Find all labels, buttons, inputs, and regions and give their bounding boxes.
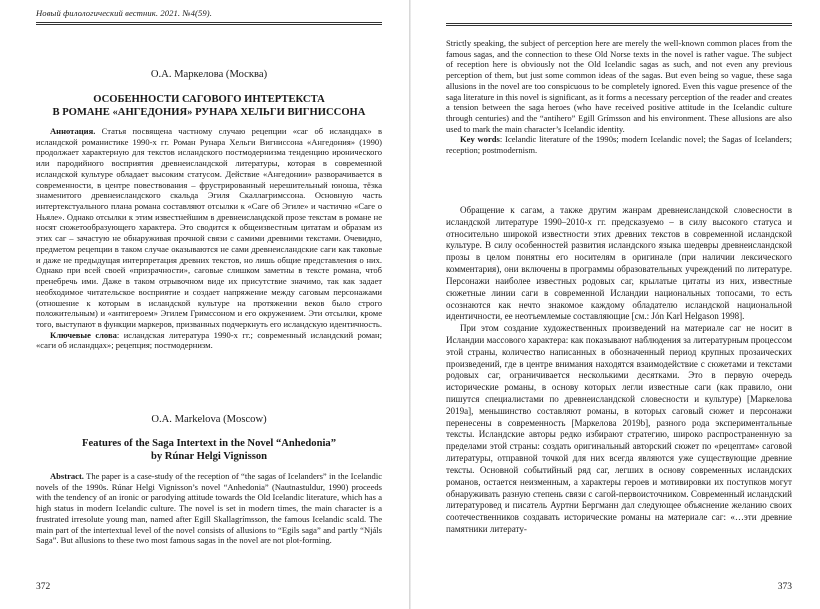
article-title-ru-line2: В РОМАНЕ «АНГЕДОНИЯ» РУНАРА ХЕЛЬГИ ВИГНИССОНА (52, 106, 366, 118)
abstract-en-continued (446, 38, 792, 156)
page-number-right: 373 (777, 582, 792, 592)
abstract-ru-text: Статья посвящена частному случаю рецепции «саг об исландцах» в исландской романистике 1990-х гг. Роман Рунара Хельги Вигниссона «Ангедония» (1990) продолжает характерную для текстов исландского постмодернизма тенденцию иронического или пародийного восприятия древнеисландской литературы, которая в современной исландской культуре обладает высоким статусом. Действие «Ангедонии» разворачивается в современности, в центре повествования – фрустрированный нерешительный юноша, тёзка знаменитого древнеисландского скальда Эгиля Скаллагримссона. Основную часть интертекстуального плана романа составляют отсылки к «Саге об Эгиле» и частично «Саге о Ньяле». Однако отсылки к этим известнейшим в древнеисландской прозе текстам в романе не носят сюжетообразующего характера. Это сводится к общеизвестным цитатам и образам из этих саг – зачастую не обнаруживая прочной связи с самими древними текстами. Очевидно, предметом рецепции в таком случае оказываются не сами древнеисландские саги как таковые и даже не предыдущая интерпретация древних текстов, но лишь общие представления о них. Однако при всей своей «призрачности», саговые слишком заметны в тексте романа, чтоб пренебречь ими. Даже в таком отрывочном виде их присутствие значимо, так как задает необходимое читательское восприятие и создает напряжение между саговым персонажами (отношение к которым в исландской культуре на протяжении веков было строго положительным) и «антигероем» Эгилем Гримссоном и его окружением. Эти отсылки, кроме того, выступают в функции маркеров, призванных подчеркнуть его исландскую идентичность. (36, 126, 382, 329)
author-ru: О.А. Маркелова (Москва) (150, 69, 268, 80)
header-rule-right (446, 23, 792, 24)
abstract-en (36, 471, 382, 546)
keywords-ru-text: : исландская литература 1990-х гг.; современный исландский роман; «саги об исландцах»; рецепция; постмодернизм. (36, 329, 382, 351)
abstract-en-block (36, 471, 382, 546)
article-title-ru-line1: ОСОБЕННОСТИ САГОВОГО ИНТЕРТЕКСТА (93, 94, 325, 105)
abstract-en-para2: Strictly speaking, the subject of perception here are merely the well-known common places from the famous sagas, and the connection to these Old Norse texts in the novel is rather vague. The subject of reception here is obviously not the Old Icelandic sagas as such, and not even any previous perception of them, but just some common ideas of the sagas. But even being so vague, these saga allusions in the novel are too conspicuous to be completely ignored. Even this vague presence of the saga literature in this novel is significant, as it forms a necessary perception of the reader and creates a tension between the saga heroes (who have received positive attitude in the Icelandic culture through centuries) and the “antihero” Egill Grímsson and his environment. These allusions are also used to mark the main character’s Icelandic identity. (446, 38, 792, 134)
keywords-ru-label: Ключевые слова (50, 329, 117, 340)
article-title-en-line2: by Rúnar Helgi Vignisson (150, 450, 268, 462)
article-title-en-line1: Features of the Saga Intertext in the Novel “Anhedonia” (81, 438, 337, 449)
abstract-en-label: Abstract. (50, 471, 84, 481)
keywords-en-text: : Icelandic literature of the 1990s; modern Icelandic novel; the Sagas of Icelanders; reception; postmodernism. (446, 134, 792, 156)
body-text (446, 205, 792, 536)
article-title-ru (36, 94, 382, 119)
abstract-ru-block (36, 126, 382, 351)
body-paragraph-2: При этом создание художественных произведений на материале саг не носит в Исландии массового характера: как показывают наблюдения за литературным процессом этой страны, количество написанных в обозначенный период крупных прозаических произведений, где в центре внимания находятся взаимодействие с сюжетами и текстами родовых саг, ограничивается несколькими десятками. Это в первую очередь исторические романы, в основу которых легли известные саги (как правило, они пишутся специалистами по древнеисландской словесности и культуре) [Маркелова 2019a], меньшинство составляют романы, в которых саговый сюжет и персонажи перенесены в современность [Маркелова 2019b], разного рода экспериментальные тексты. Исландские авторы редко избирают стратегию, широко распространенную за пределами этой страны: создать оригинальный авторский сюжет по «рецептам» саговой литературы, отправной точкой для них всегда являются уже существующие древние тексты. Основной событийный ряд саг, легших в основу современных исландских романов, остается неизменным, а характеры героев и мотивировки их поступков могут обнаруживать разную степень связи с сагой-первоисточником. Современный исландский литературовед и писатель Ауртни Бергманн дал следующее объяснение желанию своих соотечественников создавать исторические романы на материале саг: «…эти древние памятники литерату- (446, 323, 792, 534)
page-number-left: 372 (36, 582, 51, 592)
keywords-en-label: Key words (460, 134, 500, 145)
header-rule (36, 22, 382, 23)
abstract-ru (36, 126, 382, 330)
keywords-en (446, 134, 792, 155)
body-paragraph-1: Обращение к сагам, а также другим жанрам древнеисландской словесности в исландской литературе 1990–2010-х гг. предсказуемо – в силу высокого статуса и относительно широкой известности этих древних текстов в современной исландской культуре. В силу особенностей развития исландского языка шедевры древнеисландской прозы в целом понятны его носителям в оригинале (при наличии лексического комментария), они включены в программы образовательных учреждений по литературе. Персонажи наиболее известных родовых саг, крылатые цитаты из них, известные сюжетные линии саги в современной Исландии национальных топосами, то есть осознаются как нечто знакомое каждому обладателю исландской национальной идентичности, ее неотъемлемые составляющие [см.: Jón Karl Helgason 1998]. (446, 205, 792, 322)
right-page (410, 0, 820, 609)
article-title-en (36, 438, 382, 463)
running-header: Новый филологический вестник. 2021. №4(59). (36, 8, 212, 18)
abstract-ru-label: Аннотация. (50, 126, 96, 136)
keywords-ru (36, 330, 382, 351)
author-en: O.A. Markelova (Moscow) (151, 414, 267, 425)
abstract-en-text: The paper is a case-study of the reception of “the sagas of Icelanders” in the Icelandic novels of the 1990s. Rúnar Helgi Vignisson’s novel “Anhedonia” (Nautnastuldur, 1990) proceeds with the tendency of an ironic or parodying attitude towards the Old Icelandic literature, which has a high status in modern Icelandic culture. The novel is set in modern times, the main character is a frustrated irresolute young man, named after Egill Skallagrímsson, the famous Icelandic scald. The main part of the intertextual level of the novel consists of allusions to “Egils saga” and partly “Njáls Saga”. But allusions to these two most famous sagas in the novel are not plot-forming. (36, 471, 382, 546)
